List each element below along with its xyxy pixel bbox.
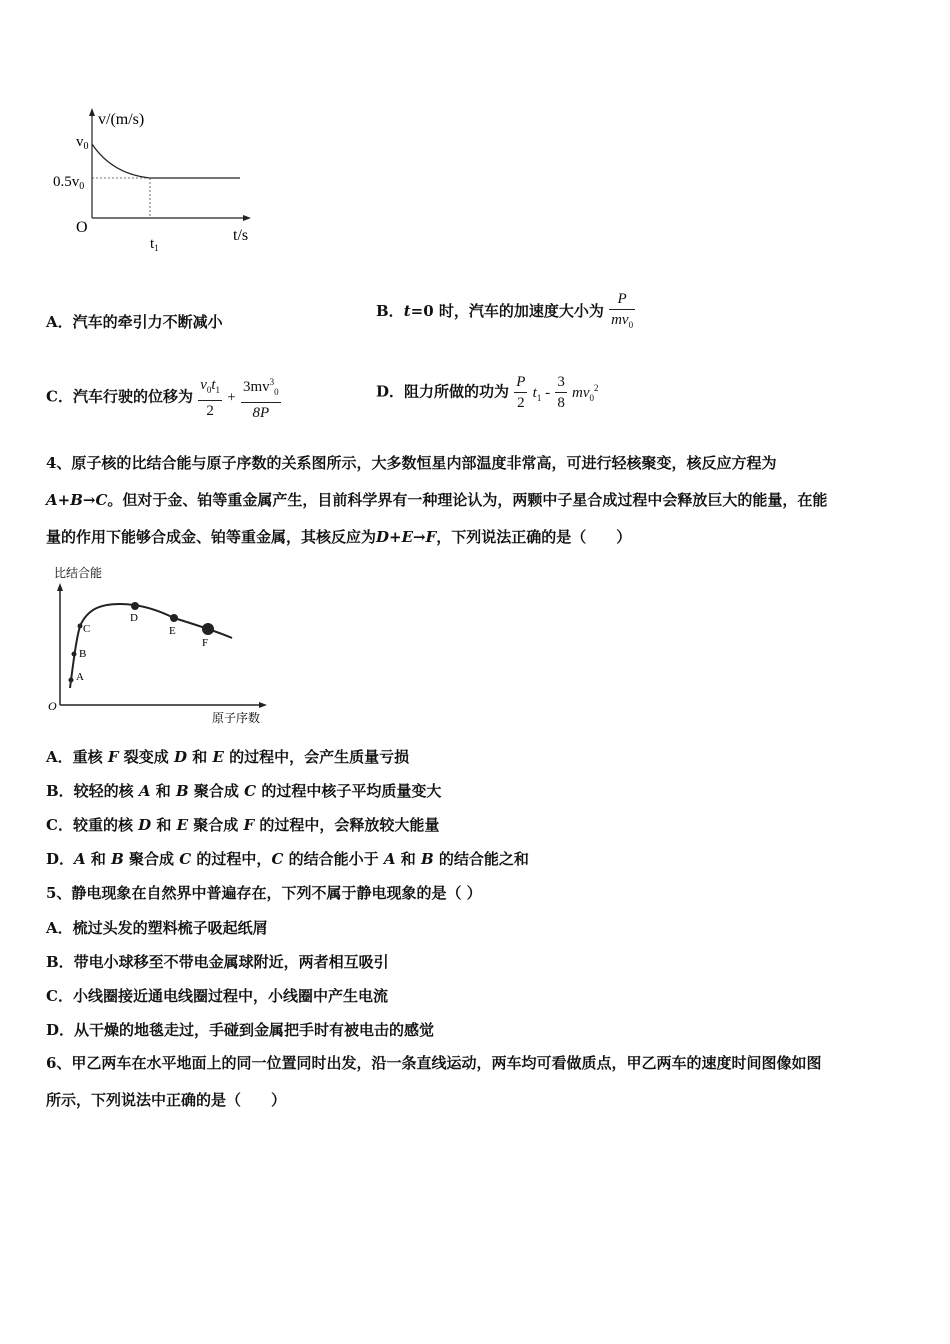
x-axis-arrow — [243, 215, 251, 221]
q4-option-d: D．A 和 B 聚合成 C 的过程中，C 的结合能小于 A 和 B 的结合能之和 — [46, 850, 529, 868]
q4-option-b: B．较轻的核 A 和 B 聚合成 C 的过程中核子平均质量变大 — [46, 782, 442, 800]
q3-option-c-fraction-1: $\frac{v_0t_1}{2}$ — [200, 376, 221, 419]
point-e-label: E — [169, 625, 176, 637]
q5-option-d: D．从干燥的地毯走过，手碰到金属把手时有被电击的感觉 — [46, 1021, 435, 1039]
q5-option-b: B．带电小球移至不带电金属球附近，两者相互吸引 — [46, 953, 389, 971]
point-f — [202, 623, 214, 635]
origin-label: O — [48, 699, 57, 713]
q4-line-2: A+B→C。但对于金、铂等重金属产生，目前科学界有一种理论认为，两颗中子星合成过程中会释放巨大的能量，在能 — [46, 491, 828, 509]
q3-option-d-fraction-1: $\frac{P}{2}$ — [516, 374, 526, 411]
y-axis-arrow — [57, 583, 63, 591]
q6-line-2: 所示，下列说法中正确的是（ ） — [46, 1091, 287, 1109]
y-axis-label: 比结合能 — [54, 566, 103, 580]
point-a-label: A — [76, 671, 84, 683]
q3-option-b: B．t=0 时，汽车的加速度大小为 $\frac{P}{mv_0}$ — [376, 289, 635, 335]
point-c — [78, 624, 83, 629]
q6-line-1: 6、甲乙两车在水平地面上的同一位置同时出发，沿一条直线运动，两车均可看做质点，甲乙两车的速度时间图像如图 — [46, 1054, 822, 1072]
x-axis-label: t/s — [233, 227, 249, 244]
velocity-time-graph — [40, 100, 270, 260]
t1-label: $t_1$ — [150, 236, 159, 253]
y-axis-label: v/(m/s) — [98, 111, 145, 128]
q4-option-a: A．重核 F 裂变成 D 和 E 的过程中，会产生质量亏损 — [46, 748, 410, 766]
q5-option-a: A．梳过头发的塑料梳子吸起纸屑 — [46, 919, 268, 937]
point-c-label: C — [83, 623, 91, 635]
q3-option-d-fraction-2: $\frac{3}{8}$ — [557, 374, 565, 411]
origin-label: O — [76, 219, 88, 236]
y-axis-arrow — [89, 108, 95, 116]
q5-stem: 5、静电现象在自然界中普遍存在，下列不属于静电现象的是（ ） — [46, 884, 482, 902]
q3-option-c: C．汽车行驶的位移为 $\frac{v_0t_1}{2}$ + $\frac{3mv^3_0}{8P}$ — [46, 372, 281, 423]
point-b — [72, 652, 77, 657]
point-e — [170, 614, 178, 622]
q4-option-c: C．较重的核 D 和 E 聚合成 F 的过程中，会释放较大能量 — [46, 816, 440, 834]
half-v0-label: $0.5v_0$ — [53, 174, 85, 192]
q3-option-d: D．阻力所做的功为 $\frac{P}{2}$ $t_1$ - $\frac{3}{8}$ $mv_0^2$ — [376, 374, 599, 411]
q3-option-a: A．汽车的牵引力不断减小 — [46, 313, 223, 331]
q4-stem — [46, 445, 912, 556]
binding-energy-graph — [40, 560, 280, 730]
q3-option-b-fraction: $\frac{P}{mv_0}$ — [611, 291, 634, 330]
x-axis-label: 原子序数 — [212, 711, 261, 725]
point-a — [69, 678, 74, 683]
point-b-label: B — [79, 648, 87, 660]
q6-stem — [46, 1045, 912, 1119]
point-d-label: D — [130, 612, 138, 624]
q3-option-c-fraction-2: $\frac{3mv^3_0}{8P}$ — [241, 372, 281, 423]
v0-label: $v_0$ — [76, 134, 89, 152]
x-axis-arrow — [259, 702, 267, 708]
velocity-curve — [92, 144, 240, 178]
q4-line-1: 4、原子核的比结合能与原子序数的关系图所示，大多数恒星内部温度非常高，可进行轻核聚变，核反应方程为 — [46, 454, 777, 472]
point-f-label: F — [202, 637, 209, 649]
q4-line-3: 量的作用下能够合成金、铂等重金属，其核反应为D+E→F，下列说法正确的是（ ） — [46, 528, 632, 546]
q5-option-c: C．小线圈接近通电线圈过程中，小线圈中产生电流 — [46, 987, 388, 1005]
point-d — [131, 602, 139, 610]
